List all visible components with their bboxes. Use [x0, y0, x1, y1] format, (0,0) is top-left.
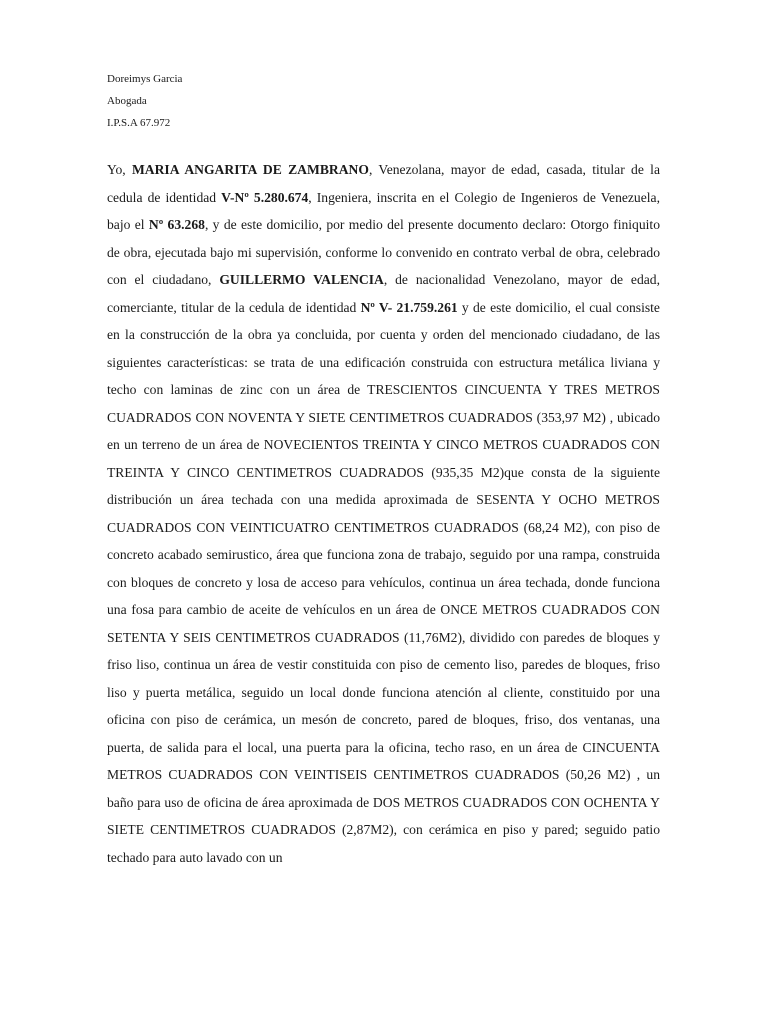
body-text-2: , Venezolana, mayor de edad, casada, titular de la cedula de identidad	[107, 162, 660, 205]
body-text-3: , Ingeniera, inscrita en el Colegio de Ingenieros de Venezuela, bajo el	[107, 189, 660, 232]
client-name: GUILLERMO VALENCIA	[219, 272, 384, 287]
lawyer-title: Abogada	[107, 95, 147, 107]
owner-name: MARIA ANGARITA DE ZAMBRANO	[131, 162, 369, 177]
body-text-1: Yo,	[107, 162, 132, 177]
letterhead	[107, 68, 182, 134]
lawyer-name: Doreimys Garcia	[107, 73, 183, 85]
document-body	[107, 156, 660, 871]
body-text-6: y de este domicilio, el cual consiste en la construcción de la obra ya concluida, por cuenta y orden del mencionado ciudadano, de las siguientes características: se trata de una edificación construida con estructura metálica liviana y techo con laminas de zinc con un área de TRESCIENTOS CINCUENTA Y TRES METROS CUADRADOS CON NOVENTA Y SIETE CENTIMETROS CUADRADOS (353,97 M2) , ubicado en un terreno de un área de NOVECIENTOS TREINTA Y CINCO METROS CUADRADOS CON TREINTA Y CINCO CENTIMETROS CUADRADOS (935,35 M2)que consta de la siguiente distribución un área techada con una medida aproximada de SESENTA Y OCHO METROS CUADRADOS CON VEINTICUATRO CENTIMETROS CUADRADOS (68,24 M2), con piso de concreto acabado semirustico, área que funciona zona de trabajo, seguido por una rampa, construida con bloques de concreto y losa de acceso para vehículos, continua un área techada, donde funciona una fosa para cambio de aceite de vehículos en un área de ONCE METROS CUADRADOS CON SETENTA Y SEIS CENTIMETROS CUADRADOS (11,76M2), dividido con paredes de bloques y friso liso, continua un área de vestir constituida con piso de cemento liso, paredes de bloques, friso liso y puerta metálica, seguido un local donde funciona atención al cliente, constituido por una oficina con piso de cerámica, un mesón de concreto, pared de bloques, friso, dos ventanas, una puerta, de salida para el local, una puerta para la oficina, techo raso, en un área de CINCUENTA METROS CUADRADOS CON VEINTISEIS CENTIMETROS CUADRADOS (50,26 M2) , un baño para uso de oficina de área aproximada de DOS METROS CUADRADOS CON OCHENTA Y SIETE CENTIMETROS CUADRADOS (2,87M2), con cerámica en piso y pared; seguido patio techado para auto lavado con un	[107, 299, 660, 865]
body-text-4: , y de este domicilio, por medio del presente documento declaro: Otorgo finiquito de obra, ejecutada bajo mi supervisión, conforme lo convenido en contrato verbal de obra, celebrado con el ciudadano,	[107, 217, 660, 287]
ipsa-number: I.P.S.A 67.972	[107, 117, 171, 129]
engineer-registration: Nº 63.268	[148, 217, 205, 232]
owner-id: V-Nº 5.280.674	[221, 189, 309, 205]
body-text-5: , de nacionalidad Venezolano, mayor de edad, comerciante, titular de la cedula de identidad	[107, 272, 660, 315]
client-id: Nº V- 21.759.261	[360, 299, 458, 315]
